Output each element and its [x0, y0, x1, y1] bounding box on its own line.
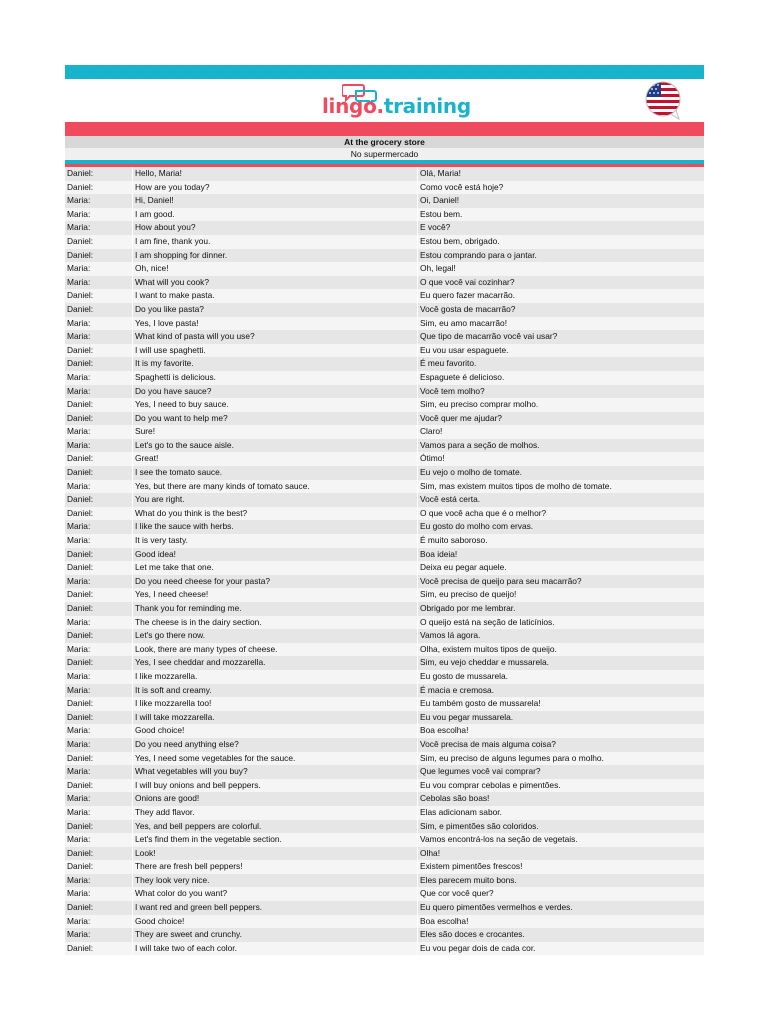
- english-cell: Good idea!: [133, 548, 418, 562]
- speaker-cell: Maria:: [65, 928, 133, 942]
- english-cell: Oh, nice!: [133, 262, 418, 276]
- english-cell: Sure!: [133, 425, 418, 439]
- speaker-cell: Daniel:: [65, 711, 133, 725]
- speaker-cell: Daniel:: [65, 303, 133, 317]
- portuguese-cell: É muito saboroso.: [420, 535, 488, 546]
- table-row: [65, 561, 704, 575]
- portuguese-cell: Você gosta de macarrão?: [420, 303, 516, 314]
- table-row: [65, 398, 704, 412]
- table-row: [65, 181, 704, 195]
- speaker-cell: Daniel:: [65, 820, 133, 834]
- portuguese-cell: Você está certa.: [420, 494, 481, 505]
- english-cell: I like the sauce with herbs.: [133, 520, 418, 534]
- english-cell: I am good.: [133, 208, 418, 222]
- dialogue-table: [65, 167, 704, 955]
- portuguese-cell: Que tipo de macarrão você vai usar?: [420, 331, 558, 342]
- portuguese-cell: Oi, Daniel!: [420, 195, 460, 206]
- table-row: [65, 643, 704, 657]
- table-row: [65, 752, 704, 766]
- speaker-cell: Maria:: [65, 915, 133, 929]
- speaker-cell: Daniel:: [65, 452, 133, 466]
- table-row: [65, 901, 704, 915]
- english-cell: They add flavor.: [133, 806, 418, 820]
- table-row: [65, 928, 704, 942]
- english-cell: The cheese is in the dairy section.: [133, 616, 418, 630]
- portuguese-cell: Estou bem, obrigado.: [420, 235, 500, 246]
- table-row: [65, 860, 704, 874]
- portuguese-cell: Boa escolha!: [420, 915, 469, 926]
- english-cell: I will buy onions and bell peppers.: [133, 779, 418, 793]
- speaker-cell: Daniel:: [65, 548, 133, 562]
- table-row: [65, 344, 704, 358]
- table-row: [65, 208, 704, 222]
- table-row: [65, 412, 704, 426]
- table-row: [65, 317, 704, 331]
- portuguese-cell: Claro!: [420, 426, 443, 437]
- logo-word-lingo: lingo: [322, 94, 377, 118]
- speaker-cell: Daniel:: [65, 860, 133, 874]
- speaker-cell: Maria:: [65, 371, 133, 385]
- speaker-cell: Daniel:: [65, 656, 133, 670]
- english-cell: Good choice!: [133, 915, 418, 929]
- table-row: [65, 697, 704, 711]
- table-row: [65, 194, 704, 208]
- speaker-cell: Maria:: [65, 317, 133, 331]
- top-accent-bar: [65, 65, 704, 79]
- lingo-training-logo: [318, 83, 471, 119]
- speaker-cell: Daniel:: [65, 412, 133, 426]
- speaker-cell: Maria:: [65, 765, 133, 779]
- english-cell: What will you cook?: [133, 276, 418, 290]
- english-cell: Let's go there now.: [133, 629, 418, 643]
- table-row: [65, 656, 704, 670]
- portuguese-cell: Olha!: [420, 847, 441, 858]
- portuguese-cell: Sim, eu amo macarrão!: [420, 317, 508, 328]
- portuguese-cell: Olá, Maria!: [420, 168, 461, 178]
- speaker-cell: Daniel:: [65, 697, 133, 711]
- worksheet: [65, 65, 704, 955]
- english-cell: Do you like pasta?: [133, 303, 418, 317]
- english-cell: How are you today?: [133, 181, 418, 195]
- table-row: [65, 942, 704, 956]
- speaker-cell: Daniel:: [65, 493, 133, 507]
- english-cell: I want red and green bell peppers.: [133, 901, 418, 915]
- english-cell: Yes, I need cheese!: [133, 588, 418, 602]
- table-row: [65, 221, 704, 235]
- portuguese-cell: Elas adicionam sabor.: [420, 806, 502, 817]
- table-row: [65, 820, 704, 834]
- portuguese-cell: Oh, legal!: [420, 263, 456, 274]
- english-cell: Do you want to help me?: [133, 412, 418, 426]
- portuguese-cell: Como você está hoje?: [420, 181, 504, 192]
- english-cell: Yes, I need some vegetables for the sauce.: [133, 752, 418, 766]
- english-cell: I will take two of each color.: [133, 942, 418, 956]
- portuguese-cell: Eu também gosto de mussarela!: [420, 698, 541, 709]
- portuguese-cell: Olha, existem muitos tipos de queijo.: [420, 643, 557, 654]
- english-cell: You are right.: [133, 493, 418, 507]
- english-cell: Yes, and bell peppers are colorful.: [133, 820, 418, 834]
- table-row: [65, 806, 704, 820]
- portuguese-cell: Cebolas são boas!: [420, 793, 490, 804]
- english-cell: I want to make pasta.: [133, 289, 418, 303]
- page-subtitle: No supermercado: [65, 148, 704, 160]
- english-cell: Great!: [133, 452, 418, 466]
- english-cell: It is my favorite.: [133, 357, 418, 371]
- portuguese-cell: Vamos encontrá-los na seção de vegetais.: [420, 834, 578, 845]
- table-row: [65, 588, 704, 602]
- speaker-cell: Maria:: [65, 480, 133, 494]
- portuguese-cell: É macia e cremosa.: [420, 684, 495, 695]
- portuguese-cell: Eu gosto do molho com ervas.: [420, 521, 534, 532]
- table-row: [65, 874, 704, 888]
- header: [65, 79, 704, 122]
- portuguese-cell: Espaguete é delicioso.: [420, 371, 505, 382]
- us-flag-icon: [639, 81, 687, 121]
- portuguese-cell: Você precisa de mais alguma coisa?: [420, 738, 556, 749]
- portuguese-cell: Eu vou usar espaguete.: [420, 344, 509, 355]
- english-cell: Yes, but there are many kinds of tomato sauce.: [133, 480, 418, 494]
- speaker-cell: Maria:: [65, 520, 133, 534]
- portuguese-cell: O queijo está na seção de laticínios.: [420, 616, 555, 627]
- speaker-cell: Maria:: [65, 738, 133, 752]
- table-row: [65, 711, 704, 725]
- logo-word-training: training: [383, 94, 471, 118]
- table-row: [65, 262, 704, 276]
- english-cell: I like mozzarella.: [133, 670, 418, 684]
- speaker-cell: Daniel:: [65, 249, 133, 263]
- portuguese-cell: Que legumes você vai comprar?: [420, 766, 541, 777]
- table-row: [65, 724, 704, 738]
- english-cell: What kind of pasta will you use?: [133, 330, 418, 344]
- english-cell: It is very tasty.: [133, 534, 418, 548]
- english-cell: I see the tomato sauce.: [133, 466, 418, 480]
- speaker-cell: Daniel:: [65, 602, 133, 616]
- english-cell: I will use spaghetti.: [133, 344, 418, 358]
- table-row: [65, 493, 704, 507]
- english-cell: Let's go to the sauce aisle.: [133, 439, 418, 453]
- table-row: [65, 765, 704, 779]
- portuguese-cell: Sim, eu preciso de queijo!: [420, 589, 517, 600]
- english-cell: What vegetables will you buy?: [133, 765, 418, 779]
- portuguese-cell: Eu quero fazer macarrão.: [420, 290, 515, 301]
- portuguese-cell: Estou comprando para o jantar.: [420, 249, 537, 260]
- table-row: [65, 425, 704, 439]
- speaker-cell: Maria:: [65, 425, 133, 439]
- table-row: [65, 670, 704, 684]
- english-cell: Hello, Maria!: [133, 167, 418, 181]
- portuguese-cell: Eu gosto de mussarela.: [420, 670, 508, 681]
- portuguese-cell: Eles parecem muito bons.: [420, 874, 517, 885]
- table-row: [65, 249, 704, 263]
- speaker-cell: Maria:: [65, 887, 133, 901]
- english-cell: Spaghetti is delicious.: [133, 371, 418, 385]
- portuguese-cell: Sim, eu preciso comprar molho.: [420, 399, 539, 410]
- table-row: [65, 330, 704, 344]
- english-cell: Let's find them in the vegetable section.: [133, 833, 418, 847]
- speaker-cell: Daniel:: [65, 167, 133, 181]
- table-row: [65, 779, 704, 793]
- speaker-cell: Daniel:: [65, 629, 133, 643]
- speaker-cell: Maria:: [65, 534, 133, 548]
- table-row: [65, 466, 704, 480]
- portuguese-cell: Existem pimentões frescos!: [420, 861, 523, 872]
- speaker-cell: Daniel:: [65, 588, 133, 602]
- speaker-cell: Daniel:: [65, 466, 133, 480]
- portuguese-cell: O que você vai cozinhar?: [420, 276, 515, 287]
- portuguese-cell: Vamos lá agora.: [420, 630, 481, 641]
- table-row: [65, 684, 704, 698]
- portuguese-cell: Sim, eu vejo cheddar e mussarela.: [420, 657, 549, 668]
- english-cell: How about you?: [133, 221, 418, 235]
- english-cell: I like mozzarella too!: [133, 697, 418, 711]
- speaker-cell: Maria:: [65, 670, 133, 684]
- portuguese-cell: Eles são doces e crocantes.: [420, 929, 525, 940]
- speaker-cell: Maria:: [65, 833, 133, 847]
- speaker-cell: Daniel:: [65, 398, 133, 412]
- english-cell: They look very nice.: [133, 874, 418, 888]
- speaker-cell: Maria:: [65, 575, 133, 589]
- table-row: [65, 915, 704, 929]
- table-row: [65, 833, 704, 847]
- portuguese-cell: Eu vou pegar mussarela.: [420, 711, 514, 722]
- logo-dot: .: [376, 94, 384, 118]
- english-cell: Good choice!: [133, 724, 418, 738]
- portuguese-cell: Ótimo!: [420, 453, 445, 464]
- portuguese-cell: Eu vou pegar dois de cada cor.: [420, 942, 536, 953]
- table-row: [65, 602, 704, 616]
- speaker-cell: Maria:: [65, 616, 133, 630]
- table-row: [65, 534, 704, 548]
- english-cell: Look!: [133, 847, 418, 861]
- portuguese-cell: Você precisa de queijo para seu macarrão?: [420, 575, 582, 586]
- table-row: [65, 303, 704, 317]
- speaker-cell: Daniel:: [65, 779, 133, 793]
- speaker-cell: Daniel:: [65, 235, 133, 249]
- english-cell: Yes, I see cheddar and mozzarella.: [133, 656, 418, 670]
- table-row: [65, 480, 704, 494]
- portuguese-cell: Que cor você quer?: [420, 888, 494, 899]
- english-cell: Onions are good!: [133, 792, 418, 806]
- table-row: [65, 452, 704, 466]
- table-row: [65, 289, 704, 303]
- table-row: [65, 616, 704, 630]
- table-row: [65, 629, 704, 643]
- table-row: [65, 520, 704, 534]
- speaker-cell: Maria:: [65, 439, 133, 453]
- english-cell: It is soft and creamy.: [133, 684, 418, 698]
- portuguese-cell: Eu vejo o molho de tomate.: [420, 467, 522, 478]
- portuguese-cell: Eu quero pimentões vermelhos e verdes.: [420, 902, 573, 913]
- english-cell: What do you think is the best?: [133, 507, 418, 521]
- speaker-cell: Daniel:: [65, 847, 133, 861]
- portuguese-cell: Vamos para a seção de molhos.: [420, 439, 540, 450]
- portuguese-cell: Eu vou comprar cebolas e pimentões.: [420, 779, 561, 790]
- portuguese-cell: Deixa eu pegar aquele.: [420, 562, 507, 573]
- english-cell: Yes, I love pasta!: [133, 317, 418, 331]
- english-cell: I am fine, thank you.: [133, 235, 418, 249]
- table-row: [65, 738, 704, 752]
- english-cell: Hi, Daniel!: [133, 194, 418, 208]
- portuguese-cell: O que você acha que é o melhor?: [420, 507, 547, 518]
- speaker-cell: Maria:: [65, 208, 133, 222]
- portuguese-cell: Sim, e pimentões são coloridos.: [420, 820, 539, 831]
- english-cell: There are fresh bell peppers!: [133, 860, 418, 874]
- portuguese-cell: É meu favorito.: [420, 358, 477, 369]
- table-row: [65, 439, 704, 453]
- table-row: [65, 887, 704, 901]
- red-accent-bar: [65, 122, 704, 136]
- speaker-cell: Maria:: [65, 684, 133, 698]
- speaker-cell: Maria:: [65, 806, 133, 820]
- english-cell: They are sweet and crunchy.: [133, 928, 418, 942]
- speaker-cell: Maria:: [65, 330, 133, 344]
- english-cell: I will take mozzarella.: [133, 711, 418, 725]
- speaker-cell: Daniel:: [65, 344, 133, 358]
- speaker-cell: Maria:: [65, 643, 133, 657]
- table-row: [65, 276, 704, 290]
- speaker-cell: Maria:: [65, 874, 133, 888]
- english-cell: Yes, I need to buy sauce.: [133, 398, 418, 412]
- speaker-cell: Maria:: [65, 724, 133, 738]
- english-cell: Let me take that one.: [133, 561, 418, 575]
- speaker-cell: Daniel:: [65, 357, 133, 371]
- table-row: [65, 385, 704, 399]
- english-cell: Do you have sauce?: [133, 385, 418, 399]
- speaker-cell: Maria:: [65, 792, 133, 806]
- page-title: At the grocery store: [65, 136, 704, 148]
- portuguese-cell: Você tem molho?: [420, 385, 485, 396]
- speaker-cell: Daniel:: [65, 901, 133, 915]
- portuguese-cell: E você?: [420, 222, 451, 233]
- speaker-cell: Daniel:: [65, 507, 133, 521]
- table-row: [65, 548, 704, 562]
- english-cell: Thank you for reminding me.: [133, 602, 418, 616]
- table-row: [65, 167, 704, 181]
- english-cell: What color do you want?: [133, 887, 418, 901]
- portuguese-cell: Boa ideia!: [420, 548, 458, 559]
- speaker-cell: Daniel:: [65, 181, 133, 195]
- speaker-cell: Maria:: [65, 221, 133, 235]
- portuguese-cell: Obrigado por me lembrar.: [420, 603, 516, 613]
- speaker-cell: Maria:: [65, 194, 133, 208]
- english-cell: Do you need cheese for your pasta?: [133, 575, 418, 589]
- speaker-cell: Daniel:: [65, 752, 133, 766]
- speaker-cell: Maria:: [65, 276, 133, 290]
- table-row: [65, 507, 704, 521]
- speaker-cell: Maria:: [65, 262, 133, 276]
- table-row: [65, 371, 704, 385]
- english-cell: Do you need anything else?: [133, 738, 418, 752]
- portuguese-cell: Boa escolha!: [420, 725, 469, 736]
- table-row: [65, 792, 704, 806]
- table-row: [65, 847, 704, 861]
- portuguese-cell: Você quer me ajudar?: [420, 412, 502, 423]
- speaker-cell: Daniel:: [65, 289, 133, 303]
- portuguese-cell: Estou bem.: [420, 208, 463, 219]
- speaker-cell: Daniel:: [65, 942, 133, 956]
- portuguese-cell: Sim, mas existem muitos tipos de molho de tomate.: [420, 480, 612, 491]
- table-row: [65, 235, 704, 249]
- english-cell: Look, there are many types of cheese.: [133, 643, 418, 657]
- logo-wordmark: [322, 94, 471, 118]
- table-row: [65, 575, 704, 589]
- portuguese-cell: Sim, eu preciso de alguns legumes para o molho.: [420, 752, 604, 763]
- table-row: [65, 357, 704, 371]
- speaker-cell: Maria:: [65, 385, 133, 399]
- speaker-cell: Daniel:: [65, 561, 133, 575]
- english-cell: I am shopping for dinner.: [133, 249, 418, 263]
